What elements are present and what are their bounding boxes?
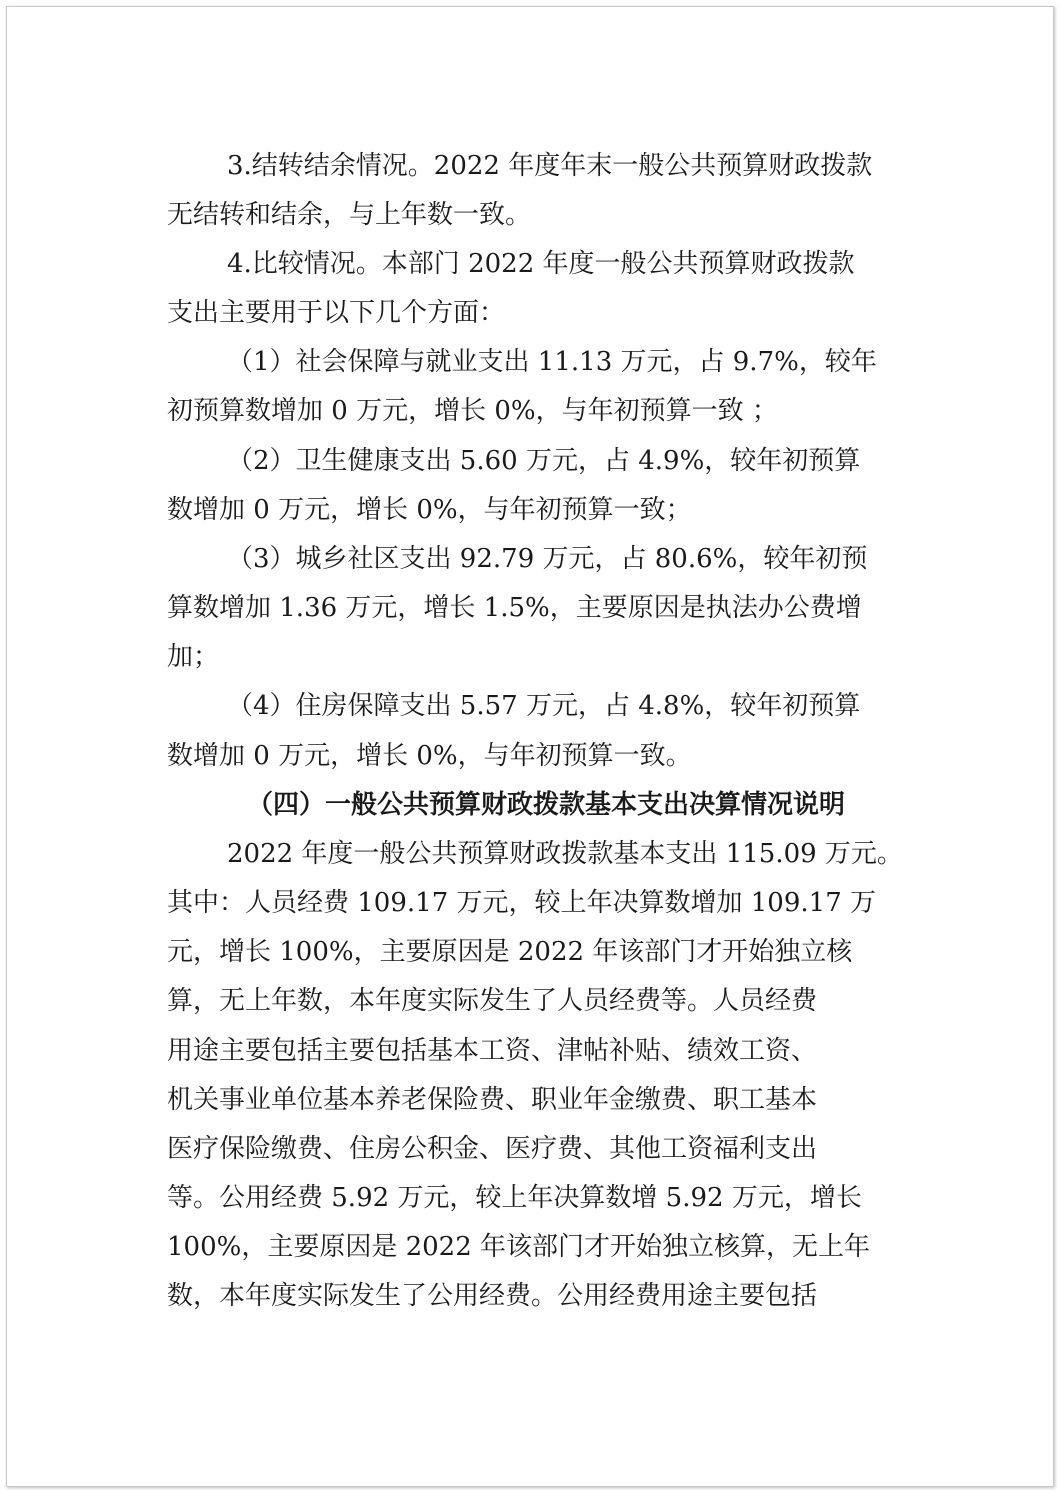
item-1-line-2: 初预算数增加 0 万元，增长 0%，与年初预算一致 ； xyxy=(167,396,778,426)
item-4-line-1: （4）住房保障支出 5.57 万元，占 4.8%，较年初预算 xyxy=(227,691,861,721)
section-heading: （四）一般公共预算财政拨款基本支出决算情况说明 xyxy=(247,790,846,820)
paragraph-comparison-line-1: 4.比较情况。本部门 2022 年度一般公共预算财政拨款 xyxy=(227,249,855,279)
paragraph-basic-expenditure-line-5: 用途主要包括主要包括基本工资、津帖补贴、绩效工资、 xyxy=(167,1036,818,1066)
paragraph-basic-expenditure-line-6: 机关事业单位基本养老保险费、职业年金缴费、职工基本 xyxy=(167,1085,818,1115)
item-3-line-3: 加； xyxy=(167,642,220,672)
paragraph-basic-expenditure-line-7: 医疗保险缴费、住房公积金、医疗费、其他工资福利支出 xyxy=(167,1134,818,1164)
item-2-line-2: 数增加 0 万元，增长 0%，与年初预算一致； xyxy=(167,495,692,525)
paragraph-comparison-line-2: 支出主要用于以下几个方面： xyxy=(167,298,506,328)
item-2-line-1: （2）卫生健康支出 5.60 万元，占 4.9%，较年初预算 xyxy=(227,446,861,476)
item-3-line-1: （3）城乡社区支出 92.79 万元，占 80.6%，较年初预 xyxy=(227,544,868,574)
paragraph-basic-expenditure-line-1: 2022 年度一般公共预算财政拨款基本支出 115.09 万元。 xyxy=(227,839,903,869)
item-4-line-2: 数增加 0 万元，增长 0%，与年初预算一致。 xyxy=(167,741,692,771)
paragraph-basic-expenditure-line-4: 算，无上年数，本年度实际发生了人员经费等。人员经费 xyxy=(167,986,818,1016)
item-1-line-1: （1）社会保障与就业支出 11.13 万元，占 9.7%，较年 xyxy=(227,347,877,377)
paragraph-basic-expenditure-line-8: 等。公用经费 5.92 万元，较上年决算数增 5.92 万元，增长 xyxy=(167,1183,862,1213)
paragraph-basic-expenditure-line-9: 100%，主要原因是 2022 年该部门才开始独立核算，无上年 xyxy=(167,1232,871,1262)
item-3-line-2: 算数增加 1.36 万元，增长 1.5%，主要原因是执法办公费增 xyxy=(167,593,862,623)
paragraph-basic-expenditure-line-3: 元，增长 100%，主要原因是 2022 年该部门才开始独立核 xyxy=(167,937,853,967)
document-page xyxy=(6,6,1054,1487)
paragraph-carryover-line-2: 无结转和结余，与上年数一致。 xyxy=(167,200,532,230)
paragraph-carryover-line-1: 3.结转结余情况。2022 年度年末一般公共预算财政拨款 xyxy=(227,151,873,181)
paragraph-basic-expenditure-line-10: 数，本年度实际发生了公用经费。公用经费用途主要包括 xyxy=(167,1281,818,1311)
paragraph-basic-expenditure-line-2: 其中：人员经费 109.17 万元，较上年决算数增加 109.17 万 xyxy=(167,888,877,918)
